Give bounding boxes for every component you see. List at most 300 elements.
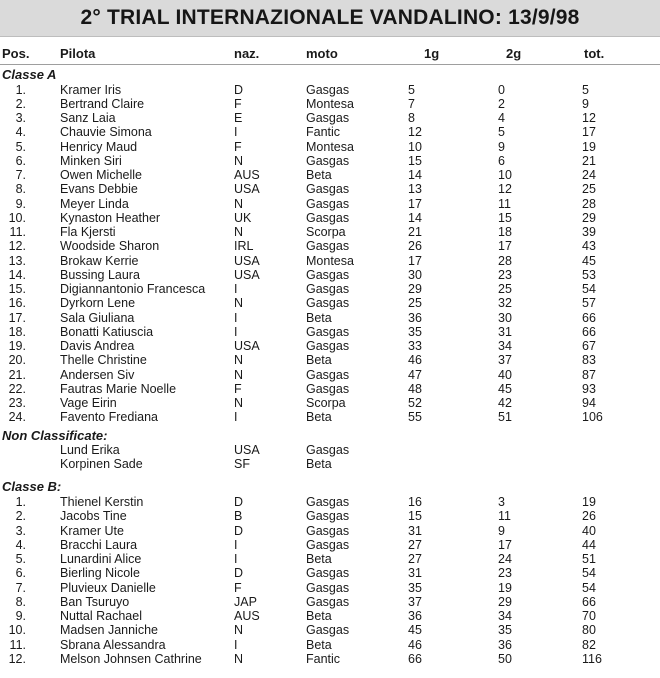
table-row xyxy=(0,457,660,471)
row-pos: 11. xyxy=(9,637,26,652)
row-nat: I xyxy=(234,637,238,652)
row-pos: 5. xyxy=(15,139,26,154)
row-g1: 27 xyxy=(408,552,422,566)
row-name: Bracchi Laura xyxy=(60,537,138,552)
row-g2: 28 xyxy=(498,253,512,268)
row-moto: Scorpa xyxy=(306,225,346,239)
row-tot: 66 xyxy=(582,324,596,339)
row-g1: 21 xyxy=(408,225,422,239)
row-tot: 54 xyxy=(582,580,596,595)
row-name: Davis Andrea xyxy=(60,339,135,353)
row-pos: 9. xyxy=(15,609,26,623)
row-moto: Gasgas xyxy=(306,367,350,382)
row-tot: 5 xyxy=(582,82,589,97)
row-name: Owen Michelle xyxy=(60,168,142,182)
table-row xyxy=(0,140,660,154)
table-row xyxy=(0,595,660,609)
row-g2: 25 xyxy=(498,282,512,296)
row-nat: IRL xyxy=(234,239,254,254)
row-nat: N xyxy=(234,623,244,638)
row-g2: 11 xyxy=(498,509,511,524)
row-tot: 28 xyxy=(582,196,596,211)
row-tot: 26 xyxy=(582,509,596,524)
row-g2: 45 xyxy=(498,381,512,396)
row-tot: 70 xyxy=(582,609,596,623)
row-name: Pluvieux Danielle xyxy=(60,580,156,595)
row-g2: 42 xyxy=(498,396,512,410)
table-row xyxy=(0,168,660,182)
row-tot: 40 xyxy=(582,523,596,538)
row-tot: 17 xyxy=(582,125,596,140)
row-g2: 10 xyxy=(498,168,512,182)
table-row xyxy=(0,225,660,239)
row-pos: 4. xyxy=(15,537,26,552)
row-g1: 14 xyxy=(408,210,422,225)
row-name: Fautras Marie Noelle xyxy=(60,381,177,396)
row-nat: N xyxy=(234,225,244,239)
row-tot: 51 xyxy=(582,552,596,566)
row-pos: 6. xyxy=(15,153,26,168)
row-pos: 11. xyxy=(9,225,26,239)
row-g1: 13 xyxy=(408,182,422,197)
row-tot: 29 xyxy=(582,210,596,225)
row-g1: 45 xyxy=(408,623,422,638)
row-nat: N xyxy=(234,367,244,382)
row-name: Lund Erika xyxy=(60,443,120,457)
row-tot: 87 xyxy=(582,367,596,382)
row-g1: 26 xyxy=(408,239,422,254)
row-g2: 30 xyxy=(498,310,512,325)
row-g1: 16 xyxy=(408,495,422,509)
row-tot: 116 xyxy=(582,651,602,666)
row-pos: 24. xyxy=(8,410,26,425)
row-g1: 30 xyxy=(408,267,422,282)
row-g2: 32 xyxy=(498,296,512,311)
row-g2: 34 xyxy=(498,609,512,623)
table-row xyxy=(0,197,660,211)
row-g1: 46 xyxy=(408,353,422,368)
table-row xyxy=(0,538,660,552)
row-g2: 51 xyxy=(498,410,512,425)
row-moto: Gasgas xyxy=(306,381,350,396)
row-moto: Gasgas xyxy=(306,324,350,339)
row-pos: 15. xyxy=(8,282,26,296)
table-row xyxy=(0,609,660,623)
row-g2: 40 xyxy=(498,367,512,382)
table-row xyxy=(0,311,660,325)
row-name: Kramer Iris xyxy=(60,82,122,97)
row-tot: 66 xyxy=(582,310,596,325)
row-nat: I xyxy=(234,537,238,552)
row-g2: 15 xyxy=(498,210,512,225)
table-row xyxy=(0,581,660,595)
row-name: Evans Debbie xyxy=(60,182,138,197)
row-tot: 57 xyxy=(582,296,596,311)
row-name: Jacobs Tine xyxy=(60,509,127,524)
row-moto: Gasgas xyxy=(306,495,350,509)
table-row xyxy=(0,552,660,566)
row-pos: 12. xyxy=(8,239,26,254)
table-row xyxy=(0,396,660,410)
row-moto: Beta xyxy=(306,552,332,566)
row-name: Digiannantonio Francesca xyxy=(60,282,206,296)
row-g2: 11 xyxy=(498,196,511,211)
row-g2: 50 xyxy=(498,651,512,666)
row-name: Henricy Maud xyxy=(60,139,138,154)
row-pos: 21. xyxy=(8,367,26,382)
row-g2: 5 xyxy=(498,125,505,140)
section-title-classe-b: Classe B: xyxy=(2,479,62,494)
row-tot: 19 xyxy=(582,495,596,509)
row-moto: Gasgas xyxy=(306,580,350,595)
row-nat: I xyxy=(234,410,238,425)
row-name: Dyrkorn Lene xyxy=(60,296,136,311)
row-g1: 15 xyxy=(408,509,422,524)
row-moto: Fantic xyxy=(306,125,341,140)
row-nat: USA xyxy=(234,267,260,282)
row-g2: 17 xyxy=(498,537,512,552)
table-row xyxy=(0,509,660,523)
row-g2: 0 xyxy=(498,82,505,97)
table-row xyxy=(0,325,660,339)
row-nat: N xyxy=(234,353,244,368)
table-row xyxy=(0,296,660,310)
table-row xyxy=(0,154,660,168)
row-g2: 3 xyxy=(498,495,505,509)
row-g1: 14 xyxy=(408,168,422,182)
table-row xyxy=(0,638,660,652)
row-pos: 9. xyxy=(15,196,26,211)
row-name: Sala Giuliana xyxy=(60,310,135,325)
row-name: Brokaw Kerrie xyxy=(60,253,139,268)
table-row xyxy=(0,353,660,367)
row-tot: 82 xyxy=(582,637,596,652)
row-moto: Beta xyxy=(306,353,332,368)
row-moto: Gasgas xyxy=(306,443,350,457)
row-moto: Gasgas xyxy=(306,196,350,211)
row-name: Meyer Linda xyxy=(60,196,129,211)
table-row xyxy=(0,239,660,253)
table-row xyxy=(0,125,660,139)
row-pos: 13. xyxy=(8,253,26,268)
row-g2: 36 xyxy=(498,637,512,652)
row-name: Favento Frediana xyxy=(60,410,158,425)
row-pos: 5. xyxy=(15,552,26,566)
section-title-non-classificate: Non Classificate: xyxy=(2,428,108,443)
row-nat: N xyxy=(234,296,244,311)
row-pos: 1. xyxy=(15,495,26,509)
row-g2: 18 xyxy=(498,225,512,239)
row-pos: 8. xyxy=(15,182,26,197)
column-headers xyxy=(0,46,660,64)
row-nat: N xyxy=(234,196,244,211)
row-moto: Scorpa xyxy=(306,396,346,410)
row-nat: N xyxy=(234,153,244,168)
row-tot: 43 xyxy=(582,239,596,254)
table-row xyxy=(0,254,660,268)
row-nat: USA xyxy=(234,339,260,353)
row-pos: 22. xyxy=(8,381,26,396)
row-tot: 21 xyxy=(582,153,596,168)
row-moto: Beta xyxy=(306,168,332,182)
row-g1: 15 xyxy=(408,153,422,168)
row-pos: 2. xyxy=(15,96,26,111)
row-moto: Beta xyxy=(306,310,332,325)
row-pos: 16. xyxy=(8,296,26,311)
row-g1: 66 xyxy=(408,651,422,666)
row-g1: 29 xyxy=(408,282,422,296)
row-g2: 23 xyxy=(498,267,512,282)
header-pos: Pos. xyxy=(2,46,30,61)
row-g1: 36 xyxy=(408,310,422,325)
row-moto: Gasgas xyxy=(306,594,350,609)
row-nat: B xyxy=(234,509,243,524)
row-tot: 53 xyxy=(582,267,596,282)
row-g1: 35 xyxy=(408,580,422,595)
row-tot: 67 xyxy=(582,339,596,353)
row-name: Madsen Janniche xyxy=(60,623,158,638)
table-row xyxy=(0,495,660,509)
row-name: Thelle Christine xyxy=(60,353,147,368)
row-g1: 55 xyxy=(408,410,422,425)
header-moto: moto xyxy=(306,46,338,61)
row-name: Korpinen Sade xyxy=(60,457,143,472)
row-moto: Fantic xyxy=(306,651,341,666)
row-g1: 31 xyxy=(408,523,422,538)
header-pilota: Pilota xyxy=(60,46,96,61)
row-moto: Montesa xyxy=(306,253,354,268)
row-g1: 12 xyxy=(408,125,422,140)
row-pos: 7. xyxy=(15,580,26,595)
row-g2: 12 xyxy=(498,182,512,197)
row-tot: 25 xyxy=(582,182,596,197)
row-moto: Beta xyxy=(306,410,332,425)
row-pos: 7. xyxy=(15,168,26,182)
row-moto: Gasgas xyxy=(306,623,350,638)
row-name: Thienel Kerstin xyxy=(60,495,144,509)
row-moto: Montesa xyxy=(306,96,354,111)
header-naz: naz. xyxy=(234,46,260,61)
row-nat: USA xyxy=(234,182,260,197)
row-g1: 5 xyxy=(408,82,415,97)
title-bar xyxy=(0,0,660,37)
row-name: Kynaston Heather xyxy=(60,210,161,225)
row-nat: F xyxy=(234,580,242,595)
row-tot: 83 xyxy=(582,353,596,368)
row-g1: 46 xyxy=(408,637,422,652)
row-tot: 44 xyxy=(582,537,596,552)
row-nat: I xyxy=(234,282,238,296)
row-tot: 93 xyxy=(582,381,596,396)
table-row xyxy=(0,382,660,396)
row-nat: I xyxy=(234,310,238,325)
row-tot: 54 xyxy=(582,566,596,581)
table-row xyxy=(0,368,660,382)
row-g2: 17 xyxy=(498,239,512,254)
row-pos: 4. xyxy=(15,125,26,140)
row-name: Kramer Ute xyxy=(60,523,124,538)
row-tot: 19 xyxy=(582,139,596,154)
row-g1: 36 xyxy=(408,609,422,623)
row-nat: USA xyxy=(234,253,260,268)
row-g1: 10 xyxy=(408,139,422,154)
row-pos: 17. xyxy=(8,310,26,325)
row-pos: 3. xyxy=(15,523,26,538)
row-name: Ban Tsuruyo xyxy=(60,594,130,609)
row-moto: Montesa xyxy=(306,139,354,154)
table-row xyxy=(0,410,660,424)
row-nat: D xyxy=(234,82,244,97)
row-tot: 80 xyxy=(582,623,596,638)
row-nat: F xyxy=(234,139,242,154)
row-tot: 24 xyxy=(582,168,596,182)
row-pos: 19. xyxy=(8,339,26,353)
row-moto: Gasgas xyxy=(306,509,350,524)
table-row xyxy=(0,524,660,538)
row-name: Lunardini Alice xyxy=(60,552,142,566)
row-g2: 19 xyxy=(498,580,512,595)
row-nat: AUS xyxy=(234,609,260,623)
table-row xyxy=(0,97,660,111)
row-g2: 9 xyxy=(498,139,505,154)
table-row xyxy=(0,111,660,125)
row-tot: 94 xyxy=(582,396,596,410)
row-g1: 33 xyxy=(408,339,422,353)
row-moto: Gasgas xyxy=(306,566,350,581)
table-row xyxy=(0,623,660,637)
section-title-classe-a: Classe A xyxy=(2,67,57,82)
row-moto: Gasgas xyxy=(306,296,350,311)
row-g2: 6 xyxy=(498,153,505,168)
row-nat: N xyxy=(234,396,244,410)
header-tot: tot. xyxy=(584,46,605,61)
row-g1: 25 xyxy=(408,296,422,311)
row-tot: 45 xyxy=(582,253,596,268)
row-moto: Gasgas xyxy=(306,267,350,282)
row-moto: Gasgas xyxy=(306,153,350,168)
row-moto: Gasgas xyxy=(306,111,350,125)
row-g2: 31 xyxy=(498,324,512,339)
row-nat: E xyxy=(234,111,243,125)
row-g1: 48 xyxy=(408,381,422,396)
row-nat: D xyxy=(234,495,244,509)
row-nat: N xyxy=(234,651,244,666)
row-nat: D xyxy=(234,523,244,538)
row-tot: 54 xyxy=(582,282,596,296)
row-moto: Gasgas xyxy=(306,182,350,197)
row-g1: 7 xyxy=(408,96,415,111)
row-g2: 34 xyxy=(498,339,512,353)
row-moto: Gasgas xyxy=(306,239,350,254)
row-pos: 3. xyxy=(15,111,26,125)
row-pos: 2. xyxy=(15,509,26,524)
table-row xyxy=(0,443,660,457)
row-g1: 35 xyxy=(408,324,422,339)
row-pos: 23. xyxy=(8,396,26,410)
row-g1: 27 xyxy=(408,537,422,552)
row-name: Melson Johnsen Cathrine xyxy=(60,651,202,666)
row-name: Sanz Laia xyxy=(60,111,116,125)
table-row xyxy=(0,268,660,282)
row-pos: 18. xyxy=(8,324,26,339)
row-nat: USA xyxy=(234,443,260,457)
row-pos: 8. xyxy=(15,594,26,609)
row-g1: 17 xyxy=(408,253,422,268)
row-g1: 8 xyxy=(408,111,415,125)
row-tot: 9 xyxy=(582,96,589,111)
row-nat: D xyxy=(234,566,244,581)
row-nat: I xyxy=(234,125,238,140)
row-moto: Gasgas xyxy=(306,537,350,552)
row-moto: Gasgas xyxy=(306,339,350,353)
row-g2: 2 xyxy=(498,96,505,111)
row-name: Nuttal Rachael xyxy=(60,609,142,623)
row-name: Chauvie Simona xyxy=(60,125,152,140)
row-tot: 66 xyxy=(582,594,596,609)
row-g1: 17 xyxy=(408,196,422,211)
row-g1: 52 xyxy=(408,396,422,410)
table-row xyxy=(0,282,660,296)
row-nat: I xyxy=(234,324,238,339)
header-1g: 1g xyxy=(424,46,440,61)
row-moto: Beta xyxy=(306,457,332,472)
row-moto: Beta xyxy=(306,637,332,652)
row-nat: I xyxy=(234,552,238,566)
row-g2: 9 xyxy=(498,523,505,538)
row-g2: 29 xyxy=(498,594,512,609)
row-g2: 23 xyxy=(498,566,512,581)
row-g2: 24 xyxy=(498,552,512,566)
row-g2: 35 xyxy=(498,623,512,638)
table-row xyxy=(0,339,660,353)
row-pos: 10. xyxy=(8,210,26,225)
row-pos: 20. xyxy=(8,353,26,368)
row-name: Bussing Laura xyxy=(60,267,140,282)
row-name: Minken Siri xyxy=(60,153,122,168)
row-nat: SF xyxy=(234,457,250,472)
row-g1: 37 xyxy=(408,594,422,609)
row-pos: 6. xyxy=(15,566,26,581)
row-pos: 12. xyxy=(8,651,26,666)
header-2g: 2g xyxy=(506,46,522,61)
row-name: Fla Kjersti xyxy=(60,225,116,239)
row-name: Andersen Siv xyxy=(60,367,135,382)
header-divider xyxy=(0,64,660,65)
row-moto: Gasgas xyxy=(306,82,350,97)
row-moto: Gasgas xyxy=(306,523,350,538)
row-g2: 4 xyxy=(498,111,505,125)
row-tot: 12 xyxy=(582,111,596,125)
row-nat: F xyxy=(234,381,242,396)
row-tot: 39 xyxy=(582,225,596,239)
row-nat: UK xyxy=(234,210,252,225)
table-row xyxy=(0,182,660,196)
row-g1: 31 xyxy=(408,566,422,581)
row-pos: 10. xyxy=(8,623,26,638)
row-name: Bonatti Katiuscia xyxy=(60,324,154,339)
row-pos: 14. xyxy=(8,267,26,282)
row-pos: 1. xyxy=(15,82,26,97)
row-tot: 106 xyxy=(582,410,603,425)
table-row xyxy=(0,83,660,97)
table-row xyxy=(0,652,660,666)
row-moto: Gasgas xyxy=(306,210,350,225)
row-g1: 47 xyxy=(408,367,422,382)
row-nat: F xyxy=(234,96,242,111)
row-moto: Gasgas xyxy=(306,282,350,296)
page-title: 2° TRIAL INTERNAZIONALE VANDALINO: 13/9/98 xyxy=(80,6,580,29)
row-name: Bierling Nicole xyxy=(60,566,140,581)
